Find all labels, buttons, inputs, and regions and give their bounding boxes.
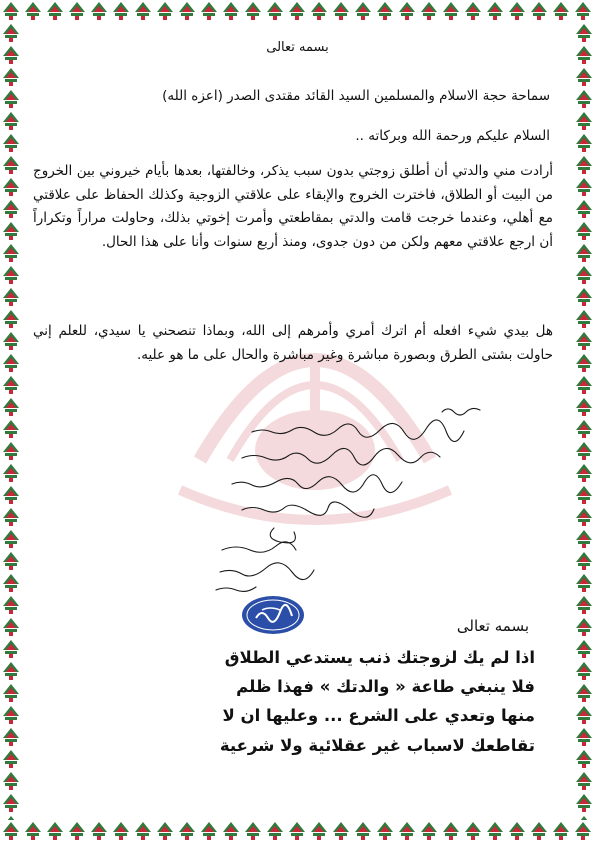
handwritten-answer-signature <box>212 400 512 600</box>
addressee-line: سماحة حجة الاسلام والمسلمين السيد القائد مقتدى الصدر (اعزه الله) <box>162 88 550 104</box>
reply-line: تقاطعك لاسباب غير عقلائية ولا شرعية <box>219 736 535 755</box>
question-paragraph-2: هل بيدي شيء افعله أم اترك أمري وأمرهم إلى الله، وبماذا تنصحني يا سيدي، للعلم إني حاولت بشتى الطرق وبصورة مباشرة وغير مباشرة والحال على ما هو عليه. <box>33 323 553 363</box>
decorative-border-bottom <box>0 820 595 842</box>
reply-line: فلا ينبغي طاعة « والدتك » فهذا ظلم <box>236 677 535 696</box>
reply-title: بسمه تعالى <box>456 617 529 635</box>
reply-line: منها وتعدي على الشرع ... وعليها ان لا <box>222 706 535 725</box>
reply-line: اذا لم يك لزوجتك ذنب يستدعي الطلاق <box>224 648 535 667</box>
decorative-border-right <box>573 22 595 820</box>
letter-title: بسمه تعالى <box>266 40 329 55</box>
decorative-border-top <box>0 0 595 22</box>
question-paragraph-1: أرادت مني والدتي أن أطلق زوجتي بدون سبب يذكر، وخالفتها، بعدها بأيام خيروني بين الخروج من البيت أو الطلاق، فاخترت الخروج والإبقاء على علاقتي الزوجية وكذلك الحفاظ على علاقتي مع أهلي، وعندما خرجت قامت والدتي بمقاطعتي وأمرت إخوتي بذلك، وحاولت مراراً وتكراراً أن ارجع علاقتي معهم ولكن من دون جدوى، ومنذ أربع سنوات وأنا على هذا الحال. <box>33 163 553 250</box>
greeting-line: السلام عليكم ورحمة الله وبركاته .. <box>355 128 550 144</box>
decorative-border-left <box>0 22 22 820</box>
